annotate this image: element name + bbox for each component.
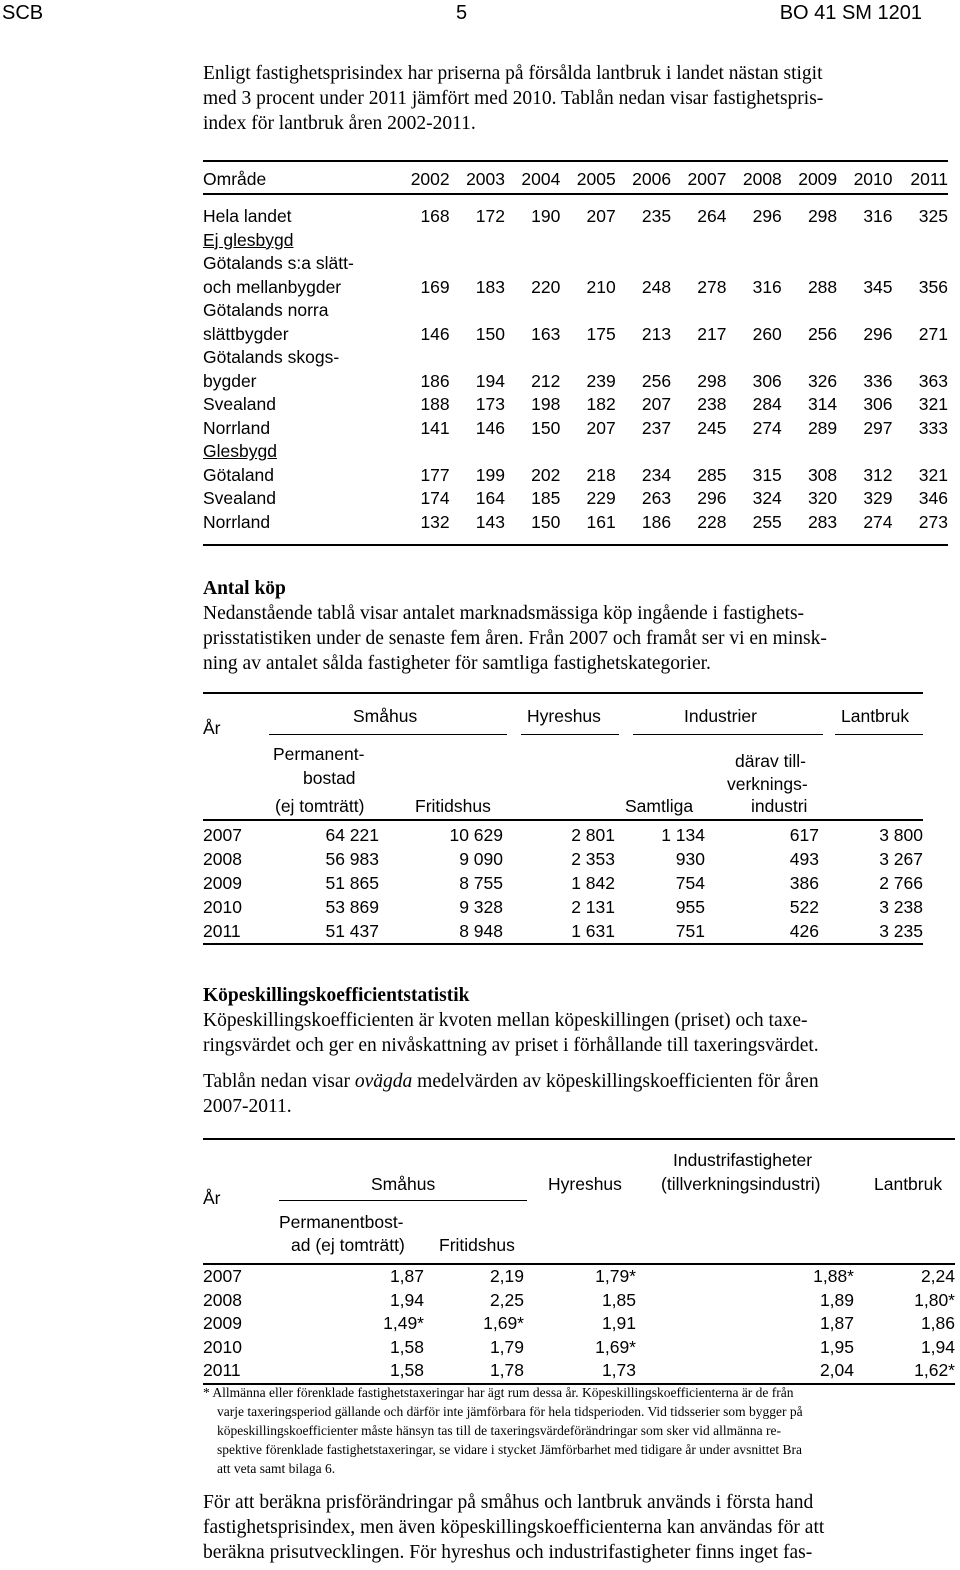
table-cell: 228 xyxy=(697,511,727,532)
table-cell: 1,91 xyxy=(601,1313,636,1334)
table-cell: 1,69* xyxy=(483,1313,524,1334)
column-header-year: 2002 xyxy=(410,168,450,189)
table-row xyxy=(203,1336,955,1360)
table-cell: 190 xyxy=(531,206,561,227)
table-row xyxy=(203,511,948,546)
table-cell: 1,88* xyxy=(813,1266,854,1287)
table-cell: 321 xyxy=(918,464,948,485)
row-label: Ej glesbygd xyxy=(203,229,294,250)
table-cell: 207 xyxy=(586,206,616,227)
table-cell: 3 267 xyxy=(879,848,923,869)
footnote: * Allmänna eller förenklade fastighetstaxeringar har ägt rum dessa år. Köpeskillingskoefficienterna är de från varje taxeringsperiod gällande och därför inte jämförbara för hela tidsperioden. Vid tidsserier som bygger på köpeskillingskoefficienter måste hänsyn tas till de taxeringsvärdeförändringar som sker vid allmänna re- spektive förenklade fastighetstaxeringar, se vidare i stycket Jämförbarhet med tidigare år under avsnittet Bra att veta samt bilaga 6. xyxy=(203,1385,803,1476)
table-cell: 172 xyxy=(475,206,505,227)
table-cell: 493 xyxy=(789,848,819,869)
row-label: Norrland xyxy=(203,511,271,532)
table-cell: 185 xyxy=(531,488,561,509)
row-year: 2009 xyxy=(203,872,242,893)
row-label: Svealand xyxy=(203,488,276,509)
table-cell: 260 xyxy=(752,323,782,344)
table-row xyxy=(203,895,923,919)
table-cell: 210 xyxy=(586,276,616,297)
table-header-row xyxy=(203,161,948,194)
table-cell: 336 xyxy=(863,370,893,391)
page-header xyxy=(0,0,960,28)
table-cell: 1,94 xyxy=(389,1289,424,1310)
table-cell: 316 xyxy=(863,206,893,227)
row-label: Götalands s:a slätt- xyxy=(203,253,354,274)
row-year: 2008 xyxy=(203,1289,242,1310)
section-heading: Antal köp xyxy=(203,578,286,599)
table-cell: 522 xyxy=(789,896,819,917)
table-cell: 1,73 xyxy=(601,1360,636,1381)
table-cell xyxy=(671,229,726,253)
table-cell xyxy=(893,252,948,276)
table-cell xyxy=(560,252,615,276)
table-cell: 169 xyxy=(420,276,450,297)
row-year: 2011 xyxy=(203,920,241,941)
table-cell: 256 xyxy=(641,370,672,391)
table-cell: 296 xyxy=(697,488,727,509)
row-label: Götalands skogs- xyxy=(203,347,340,368)
table-cell xyxy=(726,346,781,370)
table-cell: 175 xyxy=(586,323,616,344)
price-index-table xyxy=(203,160,948,546)
table-row xyxy=(203,299,948,323)
row-year: 2009 xyxy=(203,1313,242,1334)
table-cell: 164 xyxy=(475,488,505,509)
table-cell xyxy=(505,252,560,276)
table-cell xyxy=(450,299,505,323)
row-label: Hela landet xyxy=(203,206,292,227)
table-cell: 1,79* xyxy=(595,1266,636,1287)
table-cell: 1,89 xyxy=(819,1289,854,1310)
table-cell: 194 xyxy=(475,370,505,391)
page-number: 5 xyxy=(456,2,468,24)
table-cell: 263 xyxy=(641,488,672,509)
table-cell: 3 800 xyxy=(879,824,923,845)
table-row xyxy=(203,487,948,511)
table-cell: 141 xyxy=(420,417,450,438)
row-label: Götalands norra xyxy=(203,300,329,321)
table-cell: 229 xyxy=(586,488,616,509)
table-row xyxy=(203,1312,955,1336)
table-row xyxy=(203,393,948,417)
antal-kop-section: Antal köp Nedanstående tablå visar antalet marknadsmässiga köp ingående i fastighets- prisstatistiken under de senaste fem åren. Från 2007 och framåt ser vi en minsk- ning av antalet sålda fastigheter för samtliga fastighetskategorier. xyxy=(203,576,933,676)
kopeskilling-section: Köpeskillingskoefficientstatistik Köpeskillingskoefficienten är kvoten mellan köpeskillingen (priset) och taxe- ringsvärdet och ger en nivåskattning av priset i förhållande till taxeringsvärdet. Tablån nedan visar ovägda medelvärden av köpeskillingskoefficienten för åren 2007-2011. xyxy=(203,983,933,1119)
table-row xyxy=(203,871,923,895)
table-cell xyxy=(782,252,837,276)
table-cell: 306 xyxy=(863,394,893,415)
table-cell: 64 221 xyxy=(325,824,379,845)
table-cell: 278 xyxy=(697,276,727,297)
table-cell: 239 xyxy=(586,370,616,391)
table-cell: 8 948 xyxy=(459,920,503,941)
table-cell: 1,58 xyxy=(389,1360,424,1381)
column-header-year: 2006 xyxy=(632,168,672,189)
table-cell xyxy=(893,346,948,370)
column-header-year: 2003 xyxy=(466,168,505,189)
table-cell: 329 xyxy=(863,488,893,509)
table-row xyxy=(203,821,923,847)
table-cell: 9 328 xyxy=(459,896,503,917)
row-label: slättbygder xyxy=(203,323,289,344)
table-cell: 1,86 xyxy=(920,1313,955,1334)
column-header-year: 2007 xyxy=(687,168,727,189)
purchases-table-body xyxy=(203,821,923,945)
table-cell: 132 xyxy=(420,511,450,532)
table-cell: 326 xyxy=(807,370,838,391)
row-year: 2007 xyxy=(203,824,242,845)
table-cell: 1 842 xyxy=(571,872,615,893)
table-cell: 237 xyxy=(641,417,672,438)
table-cell xyxy=(505,229,560,253)
table-cell: 296 xyxy=(752,206,782,227)
table-cell: 1,94 xyxy=(920,1336,955,1357)
table-cell: 245 xyxy=(697,417,727,438)
table-row xyxy=(203,194,948,229)
table-cell xyxy=(671,440,726,464)
table-row xyxy=(203,1289,955,1313)
column-header-year: 2008 xyxy=(742,168,782,189)
purchases-table xyxy=(203,692,923,945)
table-cell: 256 xyxy=(807,323,838,344)
table-cell: 186 xyxy=(420,370,450,391)
table-cell: 212 xyxy=(531,370,561,391)
table-row xyxy=(203,919,923,944)
table-cell: 930 xyxy=(675,848,705,869)
table-cell: 198 xyxy=(531,394,561,415)
header-left: SCB xyxy=(2,2,44,24)
table-cell xyxy=(893,440,948,464)
table-cell xyxy=(671,252,726,276)
table-cell: 320 xyxy=(807,488,838,509)
table-cell: 2 766 xyxy=(879,872,923,893)
table-cell xyxy=(394,252,449,276)
table-cell: 220 xyxy=(531,276,561,297)
row-label: och mellanbygder xyxy=(203,276,342,297)
table-cell: 1,80* xyxy=(914,1289,955,1310)
table-cell: 1,87 xyxy=(389,1266,424,1287)
row-label: Glesbygd xyxy=(203,441,277,462)
table-cell: 183 xyxy=(475,276,505,297)
table-cell: 1,79 xyxy=(489,1336,524,1357)
table-cell: 150 xyxy=(531,417,561,438)
table-cell: 174 xyxy=(420,488,450,509)
table-cell xyxy=(893,299,948,323)
table-cell: 324 xyxy=(752,488,782,509)
table-cell: 1,87 xyxy=(819,1313,854,1334)
row-year: 2008 xyxy=(203,848,242,869)
table-cell: 188 xyxy=(420,394,450,415)
table-cell: 1 134 xyxy=(661,824,705,845)
table-cell xyxy=(505,346,560,370)
table-cell: 955 xyxy=(675,896,705,917)
table-cell: 2 353 xyxy=(571,848,615,869)
table-cell: 218 xyxy=(586,464,616,485)
row-year: 2010 xyxy=(203,896,242,917)
table-cell xyxy=(782,299,837,323)
table-cell: 146 xyxy=(475,417,505,438)
table-cell: 255 xyxy=(752,511,782,532)
table-cell: 202 xyxy=(531,464,561,485)
table-cell: 288 xyxy=(807,276,838,297)
table-cell: 386 xyxy=(789,872,819,893)
table-cell: 217 xyxy=(697,323,727,344)
table-cell: 2,25 xyxy=(489,1289,524,1310)
table-cell: 284 xyxy=(752,394,782,415)
table-cell xyxy=(616,229,671,253)
final-paragraph: För att beräkna prisförändringar på småhus och lantbruk används i första hand fastighetsprisindex, men även köpeskillingskoefficienterna kan användas för att beräkna prisutvecklingen. För hyreshus och industrifastigheter finns inget fas- xyxy=(203,1492,825,1563)
table-cell xyxy=(616,299,671,323)
table-cell xyxy=(726,440,781,464)
table-cell: 235 xyxy=(641,206,672,227)
table-row xyxy=(203,346,948,370)
table-cell xyxy=(450,346,505,370)
table-cell xyxy=(837,299,892,323)
row-label: Norrland xyxy=(203,417,271,438)
table-row xyxy=(203,1265,955,1289)
table-cell: 1,62* xyxy=(914,1360,955,1381)
table-cell: 53 869 xyxy=(325,896,379,917)
table-cell: 186 xyxy=(641,511,672,532)
column-header-year: 2011 xyxy=(910,168,948,189)
table-cell xyxy=(837,252,892,276)
column-header-year: 2004 xyxy=(521,168,561,189)
table-cell: 751 xyxy=(675,920,705,941)
table-cell: 161 xyxy=(586,511,616,532)
table-cell xyxy=(671,299,726,323)
table-cell xyxy=(560,299,615,323)
table-cell: 345 xyxy=(863,276,893,297)
table-cell xyxy=(560,440,615,464)
column-header-year: 2009 xyxy=(798,168,838,189)
table-cell: 173 xyxy=(475,394,505,415)
table-cell: 271 xyxy=(918,323,948,344)
table-cell: 146 xyxy=(420,323,450,344)
table-cell: 316 xyxy=(752,276,782,297)
table-cell: 3 235 xyxy=(879,920,923,941)
table-cell xyxy=(450,440,505,464)
section-heading: Köpeskillingskoefficientstatistik xyxy=(203,985,470,1006)
table-row xyxy=(203,847,923,871)
row-label: bygder xyxy=(203,370,257,391)
table-cell: 296 xyxy=(863,323,893,344)
table-cell: 1,78 xyxy=(489,1360,524,1381)
coefficient-table xyxy=(203,1138,955,1385)
table-cell xyxy=(782,346,837,370)
table-cell xyxy=(450,252,505,276)
table-cell: 283 xyxy=(807,511,838,532)
table-cell xyxy=(616,440,671,464)
table-cell: 314 xyxy=(807,394,838,415)
table-cell xyxy=(893,229,948,253)
table-cell xyxy=(726,299,781,323)
table-cell xyxy=(616,252,671,276)
table-cell: 1,85 xyxy=(601,1289,636,1310)
table-row xyxy=(203,370,948,394)
table-cell: 298 xyxy=(807,206,838,227)
table-cell xyxy=(394,229,449,253)
table-cell: 2 131 xyxy=(571,896,615,917)
intro-paragraph: Enligt fastighetsprisindex har priserna på försålda lantbruk i landet nästan stigit med 3 procent under 2011 jämfört med 2010. Tablån nedan visar fastighetspris- index för lantbruk åren 2002-2011. xyxy=(203,63,824,134)
table-cell: 274 xyxy=(752,417,782,438)
table-cell: 346 xyxy=(918,488,948,509)
table-cell: 426 xyxy=(789,920,819,941)
table-cell xyxy=(505,299,560,323)
table-cell: 1,69* xyxy=(595,1336,636,1357)
table-cell: 325 xyxy=(918,206,948,227)
table-cell: 264 xyxy=(697,206,727,227)
table-cell: 2,19 xyxy=(489,1266,524,1287)
table-cell xyxy=(505,440,560,464)
table-cell: 1,95 xyxy=(819,1336,854,1357)
table-cell: 56 983 xyxy=(325,848,379,869)
coefficient-table-body xyxy=(203,1265,955,1383)
table-cell xyxy=(782,440,837,464)
table-cell: 1,49* xyxy=(383,1313,424,1334)
table-cell xyxy=(726,229,781,253)
table-cell: 182 xyxy=(586,394,616,415)
table-cell xyxy=(394,299,449,323)
table-cell xyxy=(837,346,892,370)
table-row xyxy=(203,417,948,441)
table-cell: 51 865 xyxy=(325,872,379,893)
table-cell: 321 xyxy=(918,394,948,415)
table-cell: 315 xyxy=(752,464,782,485)
table-cell: 207 xyxy=(641,394,672,415)
table-cell xyxy=(782,229,837,253)
table-cell: 213 xyxy=(641,323,672,344)
table-row xyxy=(203,1359,955,1383)
table-cell: 150 xyxy=(475,323,505,344)
table-cell: 10 629 xyxy=(449,824,503,845)
table-cell: 363 xyxy=(918,370,948,391)
table-cell: 312 xyxy=(863,464,893,485)
row-year: 2011 xyxy=(203,1360,241,1381)
column-header-year: 2005 xyxy=(576,168,616,189)
table-row xyxy=(203,229,948,253)
table-cell xyxy=(394,440,449,464)
table-row xyxy=(203,252,948,276)
row-label: Götaland xyxy=(203,464,275,485)
table-cell: 163 xyxy=(531,323,561,344)
row-year: 2010 xyxy=(203,1336,242,1357)
table-cell: 308 xyxy=(807,464,838,485)
table-cell: 289 xyxy=(807,417,838,438)
table-cell: 297 xyxy=(863,417,893,438)
table-row xyxy=(203,440,948,464)
table-cell: 150 xyxy=(531,511,561,532)
table-cell: 8 755 xyxy=(459,872,503,893)
table-cell: 234 xyxy=(641,464,672,485)
table-cell: 274 xyxy=(863,511,893,532)
table-cell: 2,24 xyxy=(920,1266,955,1287)
table-cell xyxy=(560,346,615,370)
column-header-area: Område xyxy=(203,168,267,189)
table-row xyxy=(203,323,948,347)
column-header-year: 2010 xyxy=(853,168,893,189)
row-year: 2007 xyxy=(203,1266,242,1287)
table-cell: 2 801 xyxy=(571,824,615,845)
table-cell: 168 xyxy=(420,206,450,227)
table-cell: 177 xyxy=(420,464,450,485)
table-cell xyxy=(560,229,615,253)
table-header: År Småhus Hyreshus Industrifastigheter (tillverkningsindustri) Lantbruk Permanentbost- ad (ej tomträtt) Fritidshus xyxy=(203,1150,943,1255)
table-cell: 3 238 xyxy=(879,896,923,917)
table-cell: 207 xyxy=(586,417,616,438)
table-cell xyxy=(616,346,671,370)
table-cell: 238 xyxy=(697,394,727,415)
table-cell xyxy=(837,229,892,253)
table-row xyxy=(203,464,948,488)
table-cell: 306 xyxy=(752,370,782,391)
table-cell: 1,58 xyxy=(389,1336,424,1357)
table-cell: 1 631 xyxy=(571,920,615,941)
table-cell: 2,04 xyxy=(819,1360,854,1381)
table-cell: 9 090 xyxy=(459,848,503,869)
table-cell xyxy=(837,440,892,464)
table-cell: 617 xyxy=(789,824,819,845)
table-cell: 356 xyxy=(918,276,948,297)
table-cell xyxy=(450,229,505,253)
table-cell: 754 xyxy=(675,872,705,893)
table-cell xyxy=(671,346,726,370)
table-cell: 273 xyxy=(918,511,948,532)
table-cell: 248 xyxy=(641,276,672,297)
table-cell: 199 xyxy=(475,464,505,485)
table-cell: 298 xyxy=(697,370,727,391)
row-label: Svealand xyxy=(203,394,276,415)
table-cell: 143 xyxy=(475,511,505,532)
table-row xyxy=(203,276,948,300)
table-cell: 51 437 xyxy=(325,920,379,941)
table-cell: 285 xyxy=(697,464,727,485)
table-cell xyxy=(726,252,781,276)
table-cell xyxy=(394,346,449,370)
table-header: År Småhus Hyreshus Industrier Lantbruk Permanent- bostad (ej tomträtt) Fritidshus Samtliga därav till- verknings- industri xyxy=(203,694,923,819)
table-cell: 333 xyxy=(918,417,948,438)
header-right: BO 41 SM 1201 xyxy=(779,2,922,24)
